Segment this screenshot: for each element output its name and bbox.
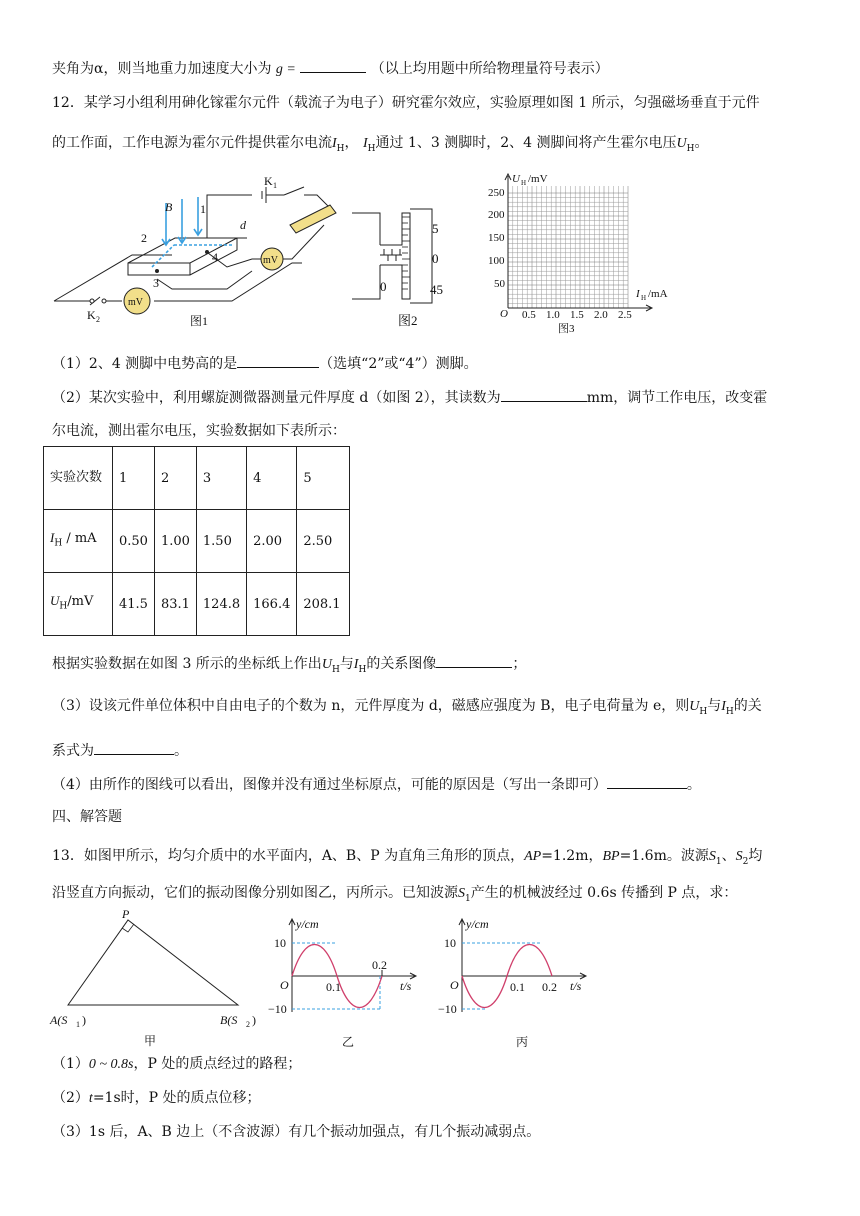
svg-text:丙: 丙: [516, 1035, 529, 1049]
svg-text:250: 250: [488, 187, 505, 199]
svg-text:3: 3: [153, 276, 159, 290]
svg-text:t/s: t/s: [570, 979, 582, 993]
svg-text:mV: mV: [263, 255, 278, 266]
figure-triangle: [40, 905, 270, 1050]
svg-text:0: 0: [432, 251, 439, 266]
svg-text:A(S: A(S: [50, 1013, 68, 1027]
figure-wave-bing: [440, 912, 600, 1052]
svg-text:45: 45: [430, 282, 443, 297]
table-row: $U_H/mV$ 41.5 83.1 124.8 166.4 208.1: [44, 573, 350, 636]
svg-text:U: U: [512, 173, 520, 185]
svg-text:O: O: [450, 978, 459, 992]
q12-line2: 的工作面，工作电源为霍尔元件提供霍尔电流$I_H$， $I_H$通过 1、3 测脚时，2、4 测脚间将产生霍尔电压$U_H$。: [52, 135, 709, 154]
svg-text:): ): [82, 1013, 86, 1027]
svg-text:/mV: /mV: [528, 173, 548, 185]
svg-text:50: 50: [494, 278, 505, 290]
svg-text:H: H: [521, 179, 527, 187]
svg-text:1: 1: [76, 1020, 80, 1029]
svg-text:0: 0: [380, 279, 387, 294]
svg-text:I: I: [636, 288, 640, 300]
q13-sub1: （1）0 ~ 0.8s，P 处的质点经过的路程；: [52, 1056, 302, 1072]
answer-blank[interactable]: [300, 58, 366, 73]
q12-part4: （4）由所作的图线可以看出，图像并没有通过坐标原点，可能的原因是（写出一条即可） 。: [52, 774, 701, 795]
q12-part2: （2）某次实验中，利用螺旋测微器测量元件厚度 d（如图 2），其读数为 mm，调节工作电压，改变霍: [52, 387, 767, 408]
svg-text:5: 5: [432, 221, 439, 236]
figure-2-micrometer: [350, 205, 470, 330]
svg-text:K: K: [87, 308, 96, 322]
q12-part1: （1）2、4 测脚中电势高的是 （选填“2”或“4”）测脚。: [52, 353, 478, 374]
figure-1-caption: 图1: [190, 314, 209, 328]
q12-line1: 12．某学习小组利用砷化镓霍尔元件（载流子为电子）研究霍尔效应，实验原理如图 1 所示，匀强磁场垂直于元件: [52, 95, 760, 111]
section-heading: 四、解答题: [52, 809, 122, 825]
q12-part3-cont: 系式为 。: [52, 740, 188, 761]
svg-text:K: K: [264, 174, 273, 188]
table-row: $I_H$ / mA 0.50 1.00 1.50 2.00 2.50: [44, 510, 350, 573]
svg-text:100: 100: [488, 255, 505, 267]
figure-3-caption: 图3: [558, 323, 575, 335]
q12-part3: （3）设该元件单位体积中自由电子的个数为 n，元件厚度为 d，磁感应强度为 B，电子电荷量为 e，则$U_H$与$I_H$的关: [52, 698, 762, 717]
svg-text:t/s: t/s: [400, 979, 412, 993]
svg-text:1.5: 1.5: [570, 309, 584, 321]
svg-text:/mA: /mA: [648, 288, 668, 300]
figure-1-circuit: [52, 175, 352, 330]
svg-text:mV: mV: [128, 297, 143, 308]
table-row: 实验次数 1 2 3 4 5: [44, 447, 350, 510]
svg-text:H: H: [641, 294, 647, 302]
svg-text:−10: −10: [268, 1002, 287, 1016]
svg-text:0.1: 0.1: [510, 980, 525, 994]
q11-line: 夹角为α，则当地重力加速度大小为 g = （以上均用题中所给物理量符号表示）: [52, 58, 609, 80]
svg-text:O: O: [280, 978, 289, 992]
svg-text:150: 150: [488, 232, 505, 244]
svg-text:2: 2: [141, 231, 147, 245]
answer-blank[interactable]: [436, 653, 512, 668]
svg-text:2: 2: [246, 1020, 250, 1029]
svg-text:0.2: 0.2: [542, 980, 557, 994]
svg-text:2.5: 2.5: [618, 309, 632, 321]
svg-text:10: 10: [444, 936, 456, 950]
svg-text:1.0: 1.0: [546, 309, 560, 321]
svg-text:1: 1: [273, 181, 277, 190]
svg-text:P: P: [122, 907, 130, 921]
answer-blank[interactable]: [237, 353, 319, 368]
svg-text:4: 4: [212, 250, 218, 264]
svg-text:d: d: [240, 218, 246, 232]
data-table: [43, 446, 350, 636]
svg-text:乙: 乙: [342, 1035, 355, 1049]
svg-text:): ): [252, 1013, 256, 1027]
svg-text:0.5: 0.5: [522, 309, 536, 321]
svg-text:O: O: [500, 308, 508, 320]
answer-blank[interactable]: [607, 774, 687, 789]
figure-3-grid: [490, 170, 680, 335]
answer-blank[interactable]: [94, 740, 174, 755]
answer-blank[interactable]: [501, 387, 587, 402]
svg-text:−10: −10: [438, 1002, 457, 1016]
svg-text:2: 2: [96, 315, 100, 324]
svg-text:y/cm: y/cm: [296, 917, 319, 931]
q13-sub2: （2）t=1s时，P 处的质点位移；: [52, 1090, 261, 1106]
svg-text:甲: 甲: [144, 1034, 157, 1048]
q13-line2: 沿竖直方向振动，它们的振动图像分别如图乙，丙所示。已知波源$S_1$产生的机械波经过 0.6s 传播到 P 点，求：: [52, 885, 738, 904]
figure-2-caption: 图2: [398, 313, 418, 328]
svg-text:0.2: 0.2: [372, 958, 387, 972]
svg-text:y/cm: y/cm: [466, 917, 489, 931]
svg-text:0.1: 0.1: [326, 980, 341, 994]
svg-text:2.0: 2.0: [594, 309, 608, 321]
figure-wave-yi: [270, 912, 420, 1052]
svg-text:B(S: B(S: [220, 1013, 238, 1027]
svg-text:200: 200: [488, 209, 505, 221]
q13-sub3: （3）1s 后，A、B 边上（不含波源）有几个振动加强点，有几个振动减弱点。: [52, 1124, 541, 1140]
svg-text:1: 1: [200, 202, 206, 216]
svg-text:10: 10: [274, 936, 286, 950]
q12-part2-cont: 尔电流，测出霍尔电压，实验数据如下表所示：: [52, 423, 346, 439]
q12-part2-graph: 根据实验数据在如图 3 所示的坐标纸上作出$U_H$与$I_H$的关系图像 ；: [52, 653, 526, 680]
label-b: B: [165, 200, 173, 214]
q13-line1: 13．如图甲所示，均匀介质中的水平面内，A、B、P 为直角三角形的顶点，AP=1.2m，BP=1.6m。波源$S_1$、$S_2$均: [52, 848, 763, 867]
